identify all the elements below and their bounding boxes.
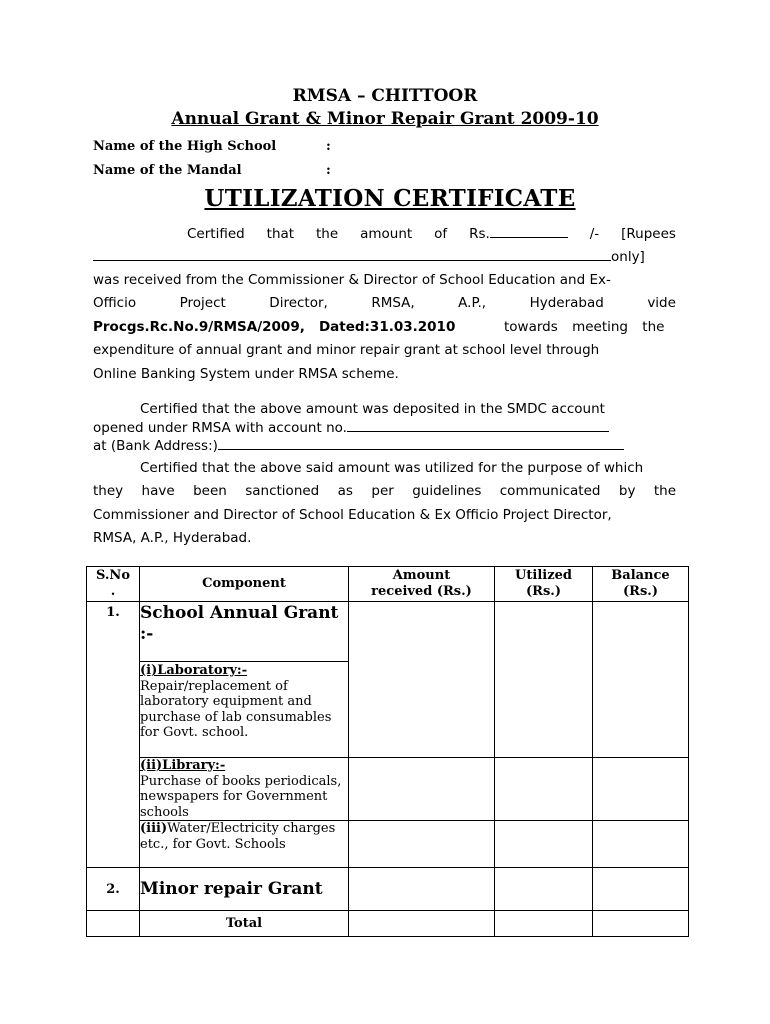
para1-line-5: Procgs.Rc.No.9/RMSA/2009, Dated:31.03.2010 towards meeting the bbox=[93, 319, 665, 335]
component-water-electricity: (iii)Water/Electricity charges etc., for Govt. Schools bbox=[140, 821, 349, 868]
total-label: Total bbox=[140, 911, 349, 937]
table-row-water-electricity bbox=[87, 821, 689, 868]
bank-address-blank bbox=[218, 437, 624, 450]
para3-line-4: RMSA, A.P., Hyderabad. bbox=[93, 530, 252, 546]
para1-line-2: only] bbox=[93, 248, 676, 265]
row-number: 1. bbox=[87, 602, 140, 868]
component-minor-repair-grant: Minor repair Grant bbox=[140, 868, 349, 911]
row-number: 2. bbox=[87, 868, 140, 911]
proceedings-reference: Procgs.Rc.No.9/RMSA/2009, Dated:31.03.2010 bbox=[93, 319, 456, 335]
para3-line-3: Commissioner and Director of School Education & Ex Officio Project Director, bbox=[93, 507, 612, 523]
table-row-total bbox=[87, 911, 689, 937]
para1-line-7: Online Banking System under RMSA scheme. bbox=[93, 366, 399, 382]
para2-line-2: opened under RMSA with account no. bbox=[93, 419, 676, 436]
balance-cell bbox=[593, 602, 689, 758]
para2-line-1: Certified that the above amount was deposited in the SMDC account bbox=[140, 401, 605, 417]
utilized-cell bbox=[495, 821, 593, 868]
para1-line-4: Officio Project Director, RMSA, A.P., Hyderabad vide bbox=[93, 295, 676, 311]
balance-cell bbox=[593, 758, 689, 821]
balance-cell bbox=[593, 821, 689, 868]
total-utilized-cell bbox=[495, 911, 593, 937]
table-header-row bbox=[87, 567, 689, 602]
para3-line-1: Certified that the above said amount was utilized for the purpose of which bbox=[140, 460, 644, 476]
total-amount-received-cell bbox=[349, 911, 495, 937]
field-label: Name of the Mandal bbox=[93, 163, 242, 178]
high-school-name-field bbox=[93, 139, 331, 154]
amount-received-cell bbox=[349, 821, 495, 868]
header-component: Component bbox=[140, 567, 349, 602]
utilized-cell bbox=[495, 758, 593, 821]
grant-utilization-table bbox=[86, 566, 689, 937]
para1-line-1: Certified that the amount of Rs. /- [Rupees bbox=[187, 226, 676, 242]
para1-line-6: expenditure of annual grant and minor repair grant at school level through bbox=[93, 342, 600, 358]
field-separator: : bbox=[326, 139, 331, 154]
para1-line-3: was received from the Commissioner & Director of School Education and Ex- bbox=[93, 272, 611, 288]
field-separator: : bbox=[326, 163, 331, 178]
field-label: Name of the High School bbox=[93, 139, 277, 154]
component-school-annual-grant: School Annual Grant :- bbox=[140, 602, 349, 662]
table-row-minor-repair-grant bbox=[87, 868, 689, 911]
grant-title: Annual Grant & Minor Repair Grant 2009-10 bbox=[171, 109, 599, 129]
utilized-cell bbox=[495, 868, 593, 911]
mandal-name-field bbox=[93, 163, 331, 178]
certificate-title: UTILIZATION CERTIFICATE bbox=[204, 185, 576, 212]
rupees-in-words-blank bbox=[93, 248, 611, 261]
header-utilized: Utilized (Rs.) bbox=[495, 567, 593, 602]
balance-cell bbox=[593, 868, 689, 911]
table-row-school-annual-grant bbox=[87, 602, 689, 662]
table-row-library bbox=[87, 758, 689, 821]
header-balance: Balance (Rs.) bbox=[593, 567, 689, 602]
component-laboratory: (i)Laboratory:- Repair/replacement of laboratory equipment and purchase of lab consumables for Govt. school. bbox=[140, 662, 349, 758]
amount-received-cell bbox=[349, 868, 495, 911]
amount-received-cell bbox=[349, 602, 495, 758]
total-balance-cell bbox=[593, 911, 689, 937]
account-number-blank bbox=[347, 419, 609, 432]
amount-received-cell bbox=[349, 758, 495, 821]
amount-blank bbox=[490, 225, 568, 238]
component-library: (ii)Library:- Purchase of books periodicals, newspapers for Government schools bbox=[140, 758, 349, 821]
utilized-cell bbox=[495, 602, 593, 758]
para2-line-3: at (Bank Address:) bbox=[93, 437, 676, 454]
organization-heading: RMSA – CHITTOOR bbox=[292, 86, 478, 106]
para3-line-2: they have been sanctioned as per guidelines communicated by the bbox=[93, 483, 676, 499]
header-amount-received: Amount received (Rs.) bbox=[349, 567, 495, 602]
header-sno: S.No . bbox=[87, 567, 140, 602]
total-sno-cell bbox=[87, 911, 140, 937]
